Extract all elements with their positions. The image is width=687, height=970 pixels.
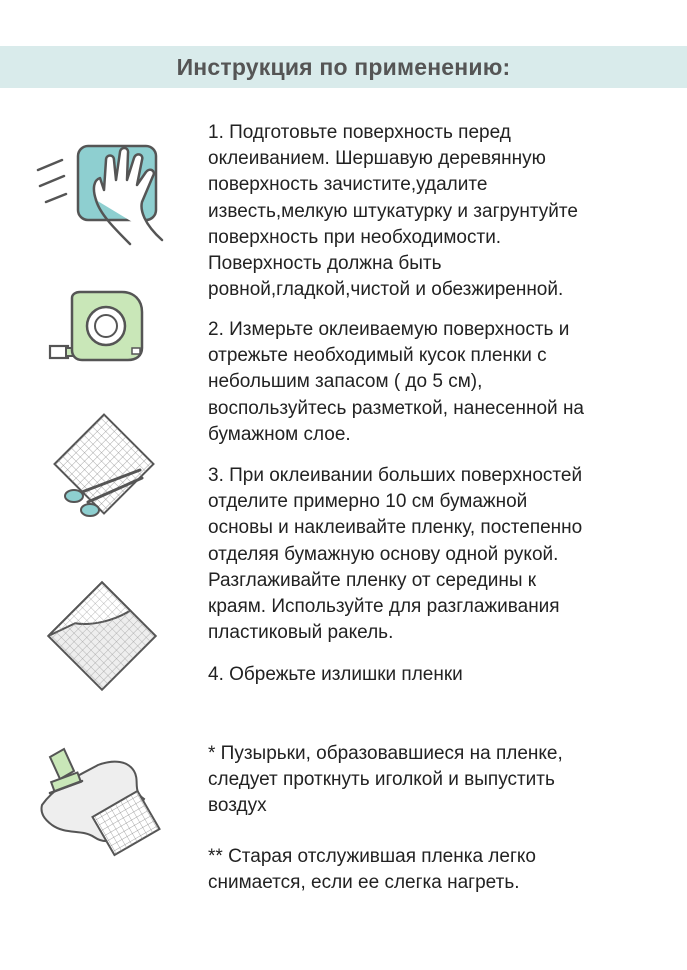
step-4-text — [208, 662, 668, 688]
step-text-line: отрежьте необходимый кусок пленки с — [208, 345, 547, 367]
step-text-line: поверхность при необходимости. — [208, 226, 502, 248]
squeegee-icon — [36, 745, 162, 857]
step-text-line: 2. Измерьте оклеиваемую поверхность и — [208, 319, 570, 340]
step-text-line: небольшим запасом ( до 5 см), — [208, 371, 483, 393]
note-text-line: ** Старая отслужившая пленка легко — [208, 846, 536, 867]
page-title: Инструкция по применению: — [176, 54, 511, 80]
step-text-line: ровной,гладкой,чистой и обезжиренной. — [208, 279, 564, 301]
hand-wiping-icon — [34, 140, 169, 250]
step-text-line: отделяя бумажную основу одной рукой. — [208, 543, 559, 565]
step-text-line: бумажном слое. — [208, 423, 351, 445]
step-text-line: оклеиванием. Шершавую деревянную — [208, 148, 546, 170]
step-text-line: Разглаживайте пленку от середины к — [208, 569, 537, 591]
step-text-line: отделите примерно 10 см бумажной — [208, 491, 528, 513]
tape-measure-icon — [48, 290, 148, 366]
step-text-line: основы и наклеивайте пленку, постепенно — [208, 517, 583, 539]
step-text-line: поверхность зачистите,удалите — [208, 174, 488, 196]
note-1-text — [208, 741, 668, 820]
step-text-line: пластиковый ракель. — [208, 622, 394, 644]
step-text-line: краям. Используйте для разглаживания — [208, 596, 560, 618]
note-text-line: * Пузырьки, образовавшиеся на пленке, — [208, 743, 563, 764]
note-text-line: воздух — [208, 795, 267, 817]
step-text-line: 4. Обрежьте излишки пленки — [208, 664, 463, 685]
note-2-text — [208, 844, 668, 896]
scissors-grid-icon — [44, 412, 164, 522]
step-1-text — [208, 120, 668, 303]
step-3-text — [208, 463, 668, 646]
note-text-line: следует проткнуть иголкой и выпустить — [208, 769, 555, 791]
step-text-line: известь,мелкую штукатурку и загрунтуйте — [208, 200, 578, 222]
note-text-line: снимается, если ее слегка нагреть. — [208, 872, 520, 894]
step-2-text — [208, 317, 668, 448]
step-text-line: 3. При оклеивании больших поверхностей — [208, 465, 583, 486]
step-text-line: 1. Подготовьте поверхность перед — [208, 122, 511, 143]
step-text-line: Поверхность должна быть — [208, 253, 442, 275]
step-text-line: воспользуйтесь разметкой, нанесенной на — [208, 397, 585, 419]
peeling-film-icon — [42, 578, 162, 690]
